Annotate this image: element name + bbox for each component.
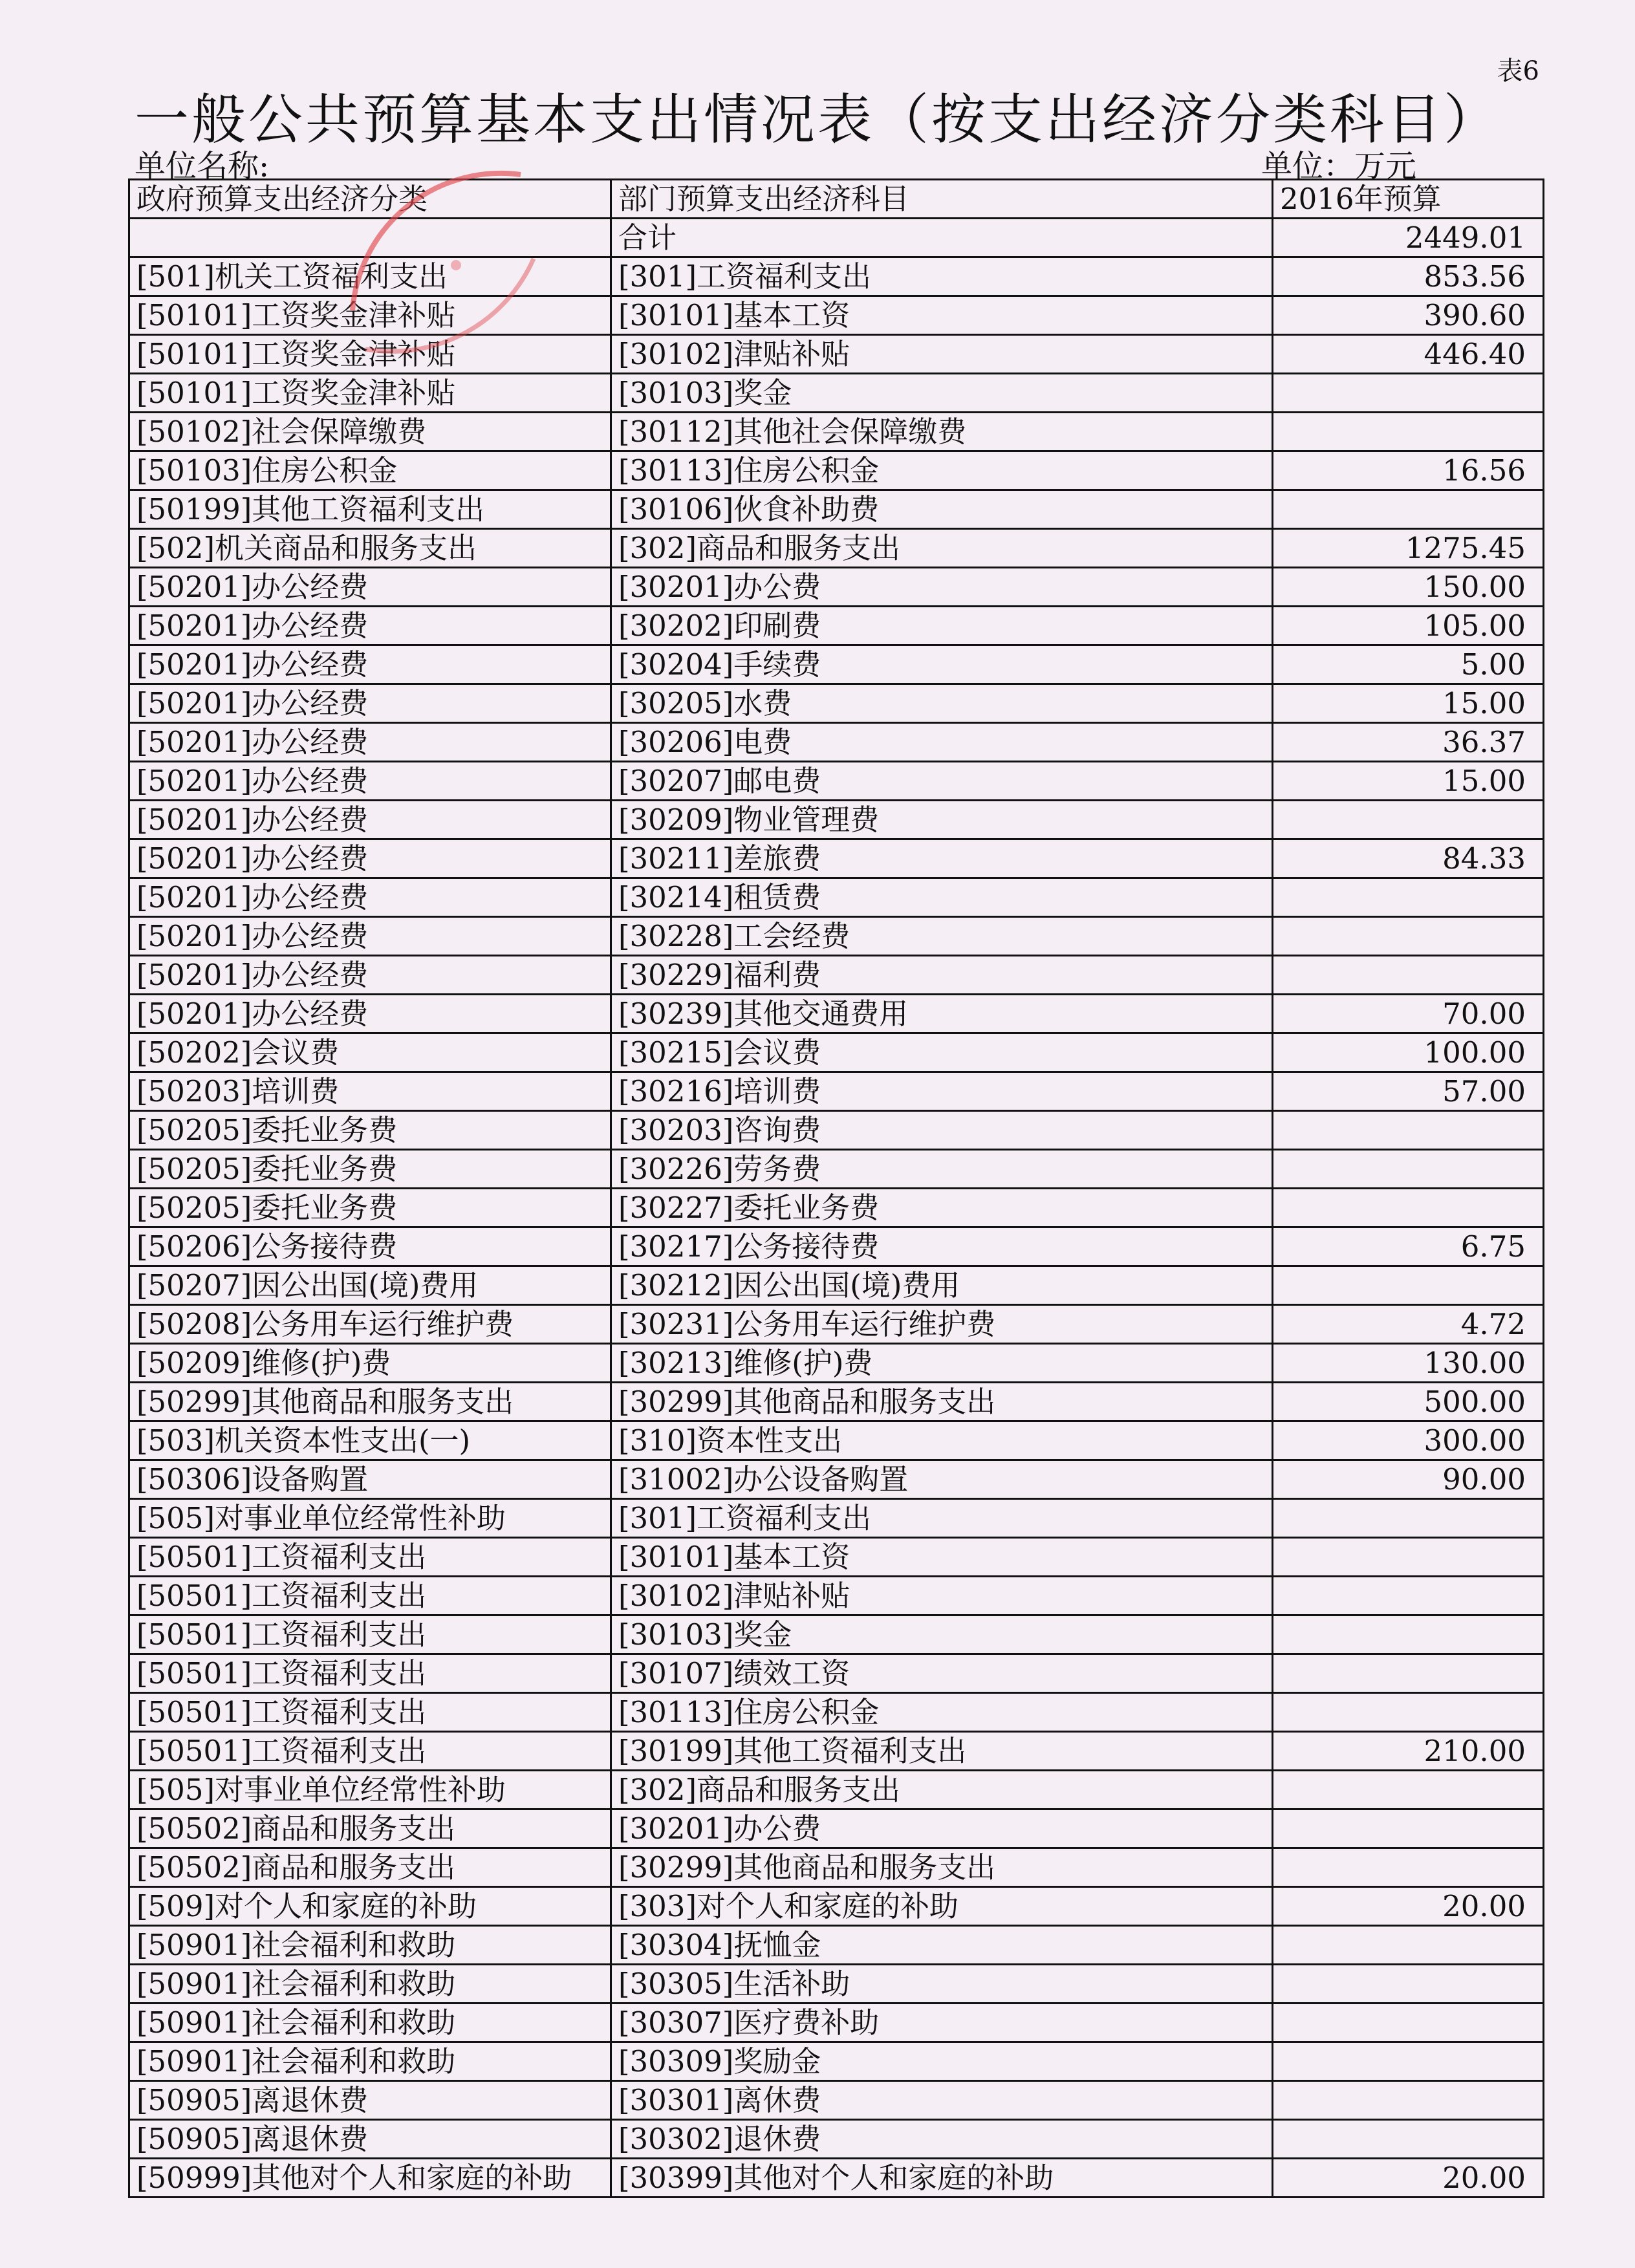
dept-subject-cell: [30227]委托业务费 [611,1189,1273,1227]
table-row [129,1305,1544,1344]
budget-value-cell [1273,1111,1544,1150]
gov-classification-cell: [50999]其他对个人和家庭的补助 [129,2159,611,2198]
dept-subject-cell: [30229]福利费 [611,956,1273,995]
budget-table [128,178,1544,2198]
table-row [129,2003,1544,2042]
budget-value-cell [1273,1693,1544,1732]
table-row [129,1809,1544,1848]
table-row [129,1150,1544,1189]
table-row [129,1421,1544,1460]
table-row [129,1771,1544,1809]
gov-classification-cell: [50901]社会福利和救助 [129,1926,611,1965]
gov-classification-cell: [50206]公务接待费 [129,1227,611,1266]
table-row [129,1926,1544,1965]
gov-classification-cell: [50209]维修(护)费 [129,1344,611,1383]
budget-value-cell: 105.00 [1273,607,1544,645]
budget-value-cell [1273,1848,1544,1887]
table-row [129,1344,1544,1383]
gov-classification-cell: [50201]办公经费 [129,762,611,801]
dept-subject-cell: [30113]住房公积金 [611,1693,1273,1732]
dept-subject-cell: [302]商品和服务支出 [611,529,1273,568]
table-row [129,1266,1544,1305]
unit-name-label: 单位名称: [135,148,270,184]
dept-subject-cell: [30217]公务接待费 [611,1227,1273,1266]
budget-value-cell [1273,1538,1544,1577]
table-row [129,878,1544,917]
table-row [129,956,1544,995]
gov-classification-cell: [50201]办公经费 [129,878,611,917]
gov-classification-cell: [50205]委托业务费 [129,1150,611,1189]
dept-subject-cell: [303]对个人和家庭的补助 [611,1887,1273,1926]
table-row [129,219,1544,257]
budget-value-cell: 15.00 [1273,684,1544,723]
table-row [129,723,1544,762]
gov-classification-cell: [501]机关工资福利支出 [129,257,611,296]
gov-classification-cell: [50901]社会福利和救助 [129,2042,611,2081]
gov-classification-cell: [50501]工资福利支出 [129,1732,611,1771]
dept-subject-cell: [30399]其他对个人和家庭的补助 [611,2159,1273,2198]
dept-subject-cell: [30203]咨询费 [611,1111,1273,1150]
table-row [129,1538,1544,1577]
gov-classification-cell: [50202]会议费 [129,1033,611,1072]
dept-subject-cell: [30202]印刷费 [611,607,1273,645]
table-row [129,995,1544,1033]
table-row [129,1654,1544,1693]
dept-subject-cell: [30201]办公费 [611,1809,1273,1848]
gov-classification-cell: [50201]办公经费 [129,917,611,956]
gov-classification-cell: [50299]其他商品和服务支出 [129,1383,611,1421]
dept-subject-cell: [30101]基本工资 [611,1538,1273,1577]
table-row [129,529,1544,568]
dept-subject-cell: [30103]奖金 [611,374,1273,413]
table-row [129,1460,1544,1499]
page-title: 一般公共预算基本支出情况表（按支出经济分类科目） [134,88,1500,151]
gov-classification-cell: [50901]社会福利和救助 [129,1965,611,2003]
dept-subject-cell: [30102]津贴补贴 [611,1577,1273,1615]
gov-classification-cell: [50103]住房公积金 [129,451,611,490]
table-row [129,1033,1544,1072]
gov-classification-cell: [50905]离退休费 [129,2081,611,2120]
budget-value-cell: 210.00 [1273,1732,1544,1771]
table-row [129,257,1544,296]
budget-value-cell [1273,1150,1544,1189]
table-row [129,1848,1544,1887]
table-row [129,2081,1544,2120]
budget-value-cell [1273,1266,1544,1305]
budget-value-cell: 90.00 [1273,1460,1544,1499]
table-row [129,839,1544,878]
dept-subject-cell: [30216]培训费 [611,1072,1273,1111]
budget-value-cell: 130.00 [1273,1344,1544,1383]
gov-classification-cell: [50905]离退休费 [129,2120,611,2159]
budget-value-cell: 300.00 [1273,1421,1544,1460]
dept-subject-cell: [30309]奖励金 [611,2042,1273,2081]
gov-classification-cell: [50102]社会保障缴费 [129,413,611,451]
table-row [129,374,1544,413]
budget-value-cell: 446.40 [1273,335,1544,374]
gov-classification-cell: [50201]办公经费 [129,723,611,762]
gov-classification-cell: [502]机关商品和服务支出 [129,529,611,568]
budget-value-cell [1273,1809,1544,1848]
dept-subject-cell: [30207]邮电费 [611,762,1273,801]
column-header-budget-2016: 2016年预算 [1273,180,1544,219]
dept-subject-cell: [30305]生活补助 [611,1965,1273,2003]
budget-value-cell [1273,1499,1544,1538]
budget-value-cell: 57.00 [1273,1072,1544,1111]
dept-subject-cell: [30302]退休费 [611,2120,1273,2159]
dept-subject-cell: [30307]医疗费补助 [611,2003,1273,2042]
budget-value-cell: 5.00 [1273,645,1544,684]
gov-classification-cell: [503]机关资本性支出(一) [129,1421,611,1460]
budget-value-cell [1273,2003,1544,2042]
budget-value-cell [1273,917,1544,956]
dept-subject-cell: [30112]其他社会保障缴费 [611,413,1273,451]
gov-classification-cell: [50201]办公经费 [129,568,611,607]
budget-value-cell: 1275.45 [1273,529,1544,568]
budget-value-cell: 84.33 [1273,839,1544,878]
gov-classification-cell: [50201]办公经费 [129,684,611,723]
dept-subject-cell: [30212]因公出国(境)费用 [611,1266,1273,1305]
column-header-gov-classification: 政府预算支出经济分类 [129,180,611,219]
dept-subject-cell: [30206]电费 [611,723,1273,762]
budget-value-cell [1273,374,1544,413]
gov-classification-cell: [50205]委托业务费 [129,1189,611,1227]
table-number: 表6 [1497,56,1539,86]
budget-value-cell: 20.00 [1273,1887,1544,1926]
gov-classification-cell: [50207]因公出国(境)费用 [129,1266,611,1305]
budget-value-cell: 20.00 [1273,2159,1544,2198]
dept-subject-cell: [301]工资福利支出 [611,257,1273,296]
gov-classification-cell: [50501]工资福利支出 [129,1693,611,1732]
dept-subject-cell: [30201]办公费 [611,568,1273,607]
table-row [129,2120,1544,2159]
gov-classification-cell: [50101]工资奖金津补贴 [129,374,611,413]
budget-value-cell: 853.56 [1273,257,1544,296]
table-row [129,2042,1544,2081]
table-row [129,1072,1544,1111]
gov-classification-cell: [50208]公务用车运行维护费 [129,1305,611,1344]
table-row [129,1732,1544,1771]
gov-classification-cell: [509]对个人和家庭的补助 [129,1887,611,1926]
budget-value-cell [1273,1577,1544,1615]
gov-classification-cell: [50201]办公经费 [129,607,611,645]
gov-classification-cell: [50201]办公经费 [129,839,611,878]
budget-value-cell [1273,2042,1544,2081]
dept-subject-cell: [30228]工会经费 [611,917,1273,956]
table-row [129,801,1544,839]
budget-value-cell [1273,1654,1544,1693]
table-row [129,684,1544,723]
table-row [129,1693,1544,1732]
budget-value-cell [1273,878,1544,917]
gov-classification-cell: [50203]培训费 [129,1072,611,1111]
dept-subject-cell: [30231]公务用车运行维护费 [611,1305,1273,1344]
gov-classification-cell: [50201]办公经费 [129,956,611,995]
dept-subject-cell: [30239]其他交通费用 [611,995,1273,1033]
dept-subject-cell: [30299]其他商品和服务支出 [611,1383,1273,1421]
dept-subject-cell: [30205]水费 [611,684,1273,723]
budget-value-cell: 150.00 [1273,568,1544,607]
dept-subject-cell: [30103]奖金 [611,1615,1273,1654]
gov-classification-cell: [50199]其他工资福利支出 [129,490,611,529]
table-row [129,1111,1544,1150]
budget-value-cell: 70.00 [1273,995,1544,1033]
dept-subject-cell: [31002]办公设备购置 [611,1460,1273,1499]
budget-value-cell: 6.75 [1273,1227,1544,1266]
gov-classification-cell: [50502]商品和服务支出 [129,1848,611,1887]
dept-subject-cell: [30213]维修(护)费 [611,1344,1273,1383]
budget-value-cell: 4.72 [1273,1305,1544,1344]
gov-classification-cell: [505]对事业单位经常性补助 [129,1771,611,1809]
gov-classification-cell: [50501]工资福利支出 [129,1615,611,1654]
budget-value-cell [1273,490,1544,529]
table-row [129,645,1544,684]
dept-subject-cell: [30304]抚恤金 [611,1926,1273,1965]
table-row [129,1189,1544,1227]
budget-value-cell: 16.56 [1273,451,1544,490]
table-row [129,1383,1544,1421]
dept-subject-cell: [30214]租赁费 [611,878,1273,917]
table-row [129,490,1544,529]
dept-subject-cell: [30209]物业管理费 [611,801,1273,839]
table-row [129,296,1544,335]
budget-value-cell [1273,1771,1544,1809]
table-row [129,1499,1544,1538]
budget-value-cell [1273,1615,1544,1654]
gov-classification-cell: [50901]社会福利和救助 [129,2003,611,2042]
budget-value-cell: 36.37 [1273,723,1544,762]
gov-classification-cell: [50201]办公经费 [129,995,611,1033]
table-row [129,917,1544,956]
dept-subject-cell: [30101]基本工资 [611,296,1273,335]
table-header-row [129,180,1544,219]
dept-subject-cell: [30106]伙食补助费 [611,490,1273,529]
table-row [129,335,1544,374]
dept-subject-cell: [30204]手续费 [611,645,1273,684]
table-row [129,451,1544,490]
budget-value-cell [1273,2120,1544,2159]
budget-value-cell [1273,956,1544,995]
budget-value-cell [1273,801,1544,839]
dept-subject-cell: [301]工资福利支出 [611,1499,1273,1538]
budget-value-cell: 15.00 [1273,762,1544,801]
gov-classification-cell: [50101]工资奖金津补贴 [129,296,611,335]
budget-value-cell [1273,413,1544,451]
table-row [129,1577,1544,1615]
dept-subject-cell: [30199]其他工资福利支出 [611,1732,1273,1771]
budget-value-cell: 500.00 [1273,1383,1544,1421]
dept-subject-cell: [30299]其他商品和服务支出 [611,1848,1273,1887]
budget-value-cell [1273,1926,1544,1965]
gov-classification-cell: [50501]工资福利支出 [129,1654,611,1693]
table-row [129,1965,1544,2003]
gov-classification-cell: [50502]商品和服务支出 [129,1809,611,1848]
budget-value-cell: 2449.01 [1273,219,1544,257]
table-row [129,607,1544,645]
dept-subject-cell: [30211]差旅费 [611,839,1273,878]
table-row [129,762,1544,801]
dept-subject-cell: [30215]会议费 [611,1033,1273,1072]
gov-classification-cell: [50501]工资福利支出 [129,1538,611,1577]
dept-subject-cell: [30102]津贴补贴 [611,335,1273,374]
gov-classification-cell [129,219,611,257]
budget-value-cell [1273,1965,1544,2003]
dept-subject-cell: [30107]绩效工资 [611,1654,1273,1693]
dept-subject-cell: [30301]离休费 [611,2081,1273,2120]
budget-value-cell [1273,1189,1544,1227]
gov-classification-cell: [505]对事业单位经常性补助 [129,1499,611,1538]
table-row [129,568,1544,607]
column-header-dept-subject: 部门预算支出经济科目 [611,180,1273,219]
dept-subject-cell: [310]资本性支出 [611,1421,1273,1460]
dept-subject-cell: [302]商品和服务支出 [611,1771,1273,1809]
dept-subject-cell: [30113]住房公积金 [611,451,1273,490]
dept-subject-cell: [30226]劳务费 [611,1150,1273,1189]
table-row [129,413,1544,451]
gov-classification-cell: [50205]委托业务费 [129,1111,611,1150]
gov-classification-cell: [50501]工资福利支出 [129,1577,611,1615]
table-row [129,1887,1544,1926]
budget-value-cell: 390.60 [1273,296,1544,335]
budget-value-cell: 100.00 [1273,1033,1544,1072]
table-row [129,2159,1544,2198]
table-row [129,1615,1544,1654]
gov-classification-cell: [50306]设备购置 [129,1460,611,1499]
table-row [129,1227,1544,1266]
gov-classification-cell: [50201]办公经费 [129,801,611,839]
budget-value-cell [1273,2081,1544,2120]
currency-unit-label: 单位：万元 [1261,148,1417,184]
dept-subject-cell: 合计 [611,219,1273,257]
gov-classification-cell: [50201]办公经费 [129,645,611,684]
gov-classification-cell: [50101]工资奖金津补贴 [129,335,611,374]
